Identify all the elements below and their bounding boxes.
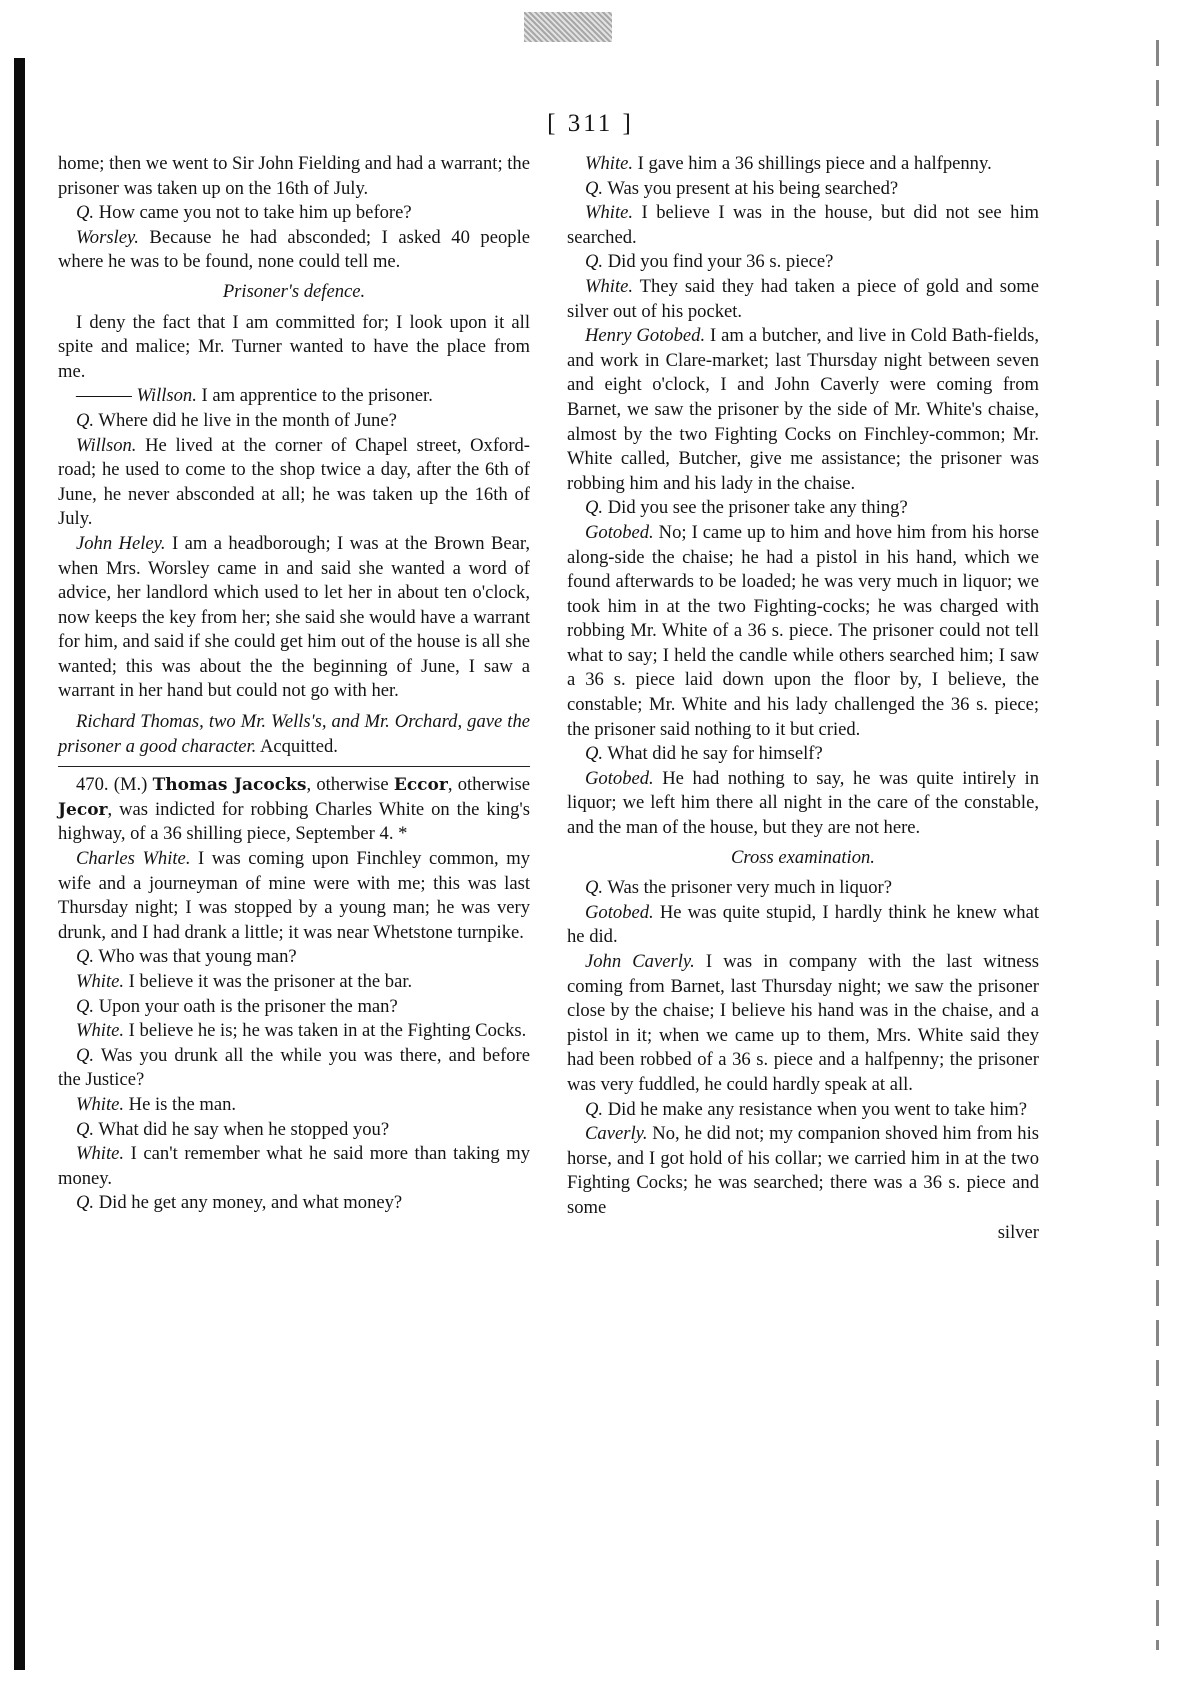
testimony [567, 521, 1039, 742]
indictment-text: , was indicted for robbing Charles White on the king's highway, of a 36 shilling piece, September 4. * [58, 798, 530, 845]
testimony [567, 950, 1039, 1098]
testimony-text: I am apprentice to the prisoner. [196, 385, 433, 407]
defendant-name: Thomas Jacocks [152, 775, 307, 796]
speaker-name: Worsley. [76, 226, 139, 248]
question-mark-label: Q. [76, 202, 95, 224]
testimony [58, 532, 530, 704]
question-text: Where did he live in the month of June? [94, 409, 397, 431]
testimony-text: They said they had taken a piece of gold and some silver out of his pocket. [567, 275, 1039, 322]
question-mark-label: Q. [76, 1118, 95, 1140]
paragraph: I deny the fact that I am committed for; I look upon it all spite and malice; Mr. Turner wanted to have the place from me. [58, 311, 530, 382]
left-column [58, 152, 530, 1216]
testimony-text: No, he did not; my companion shoved him from his horse, and I got hold of his collar; we carried him in at the two Fighting Cocks; he was searched; there was a 36 s. piece and some [567, 1123, 1039, 1218]
testimony [58, 1142, 530, 1191]
paragraph: home; then we went to Sir John Fielding and had a warrant; the prisoner was taken up on the 16th of July. [58, 153, 530, 199]
testimony [567, 767, 1039, 841]
speaker-name: White. [76, 1143, 125, 1165]
question-text: Did you find your 36 s. piece? [603, 251, 834, 273]
testimony [567, 152, 1039, 177]
speaker-name: John Heley. [76, 532, 166, 554]
testimony [567, 275, 1039, 324]
question-text: Did you see the prisoner take any thing? [603, 497, 908, 519]
question [567, 742, 1039, 767]
testimony-text: I was coming upon Finchley common, my wife and a journeyman of mine were with me; this was last Thursday night; I was stopped by a young man; he was very drunk, and I had drank a little; it was near Whetstone turnpike. [58, 848, 530, 943]
question-text: Was you present at his being searched? [603, 177, 899, 199]
question [58, 409, 530, 434]
question [567, 250, 1039, 275]
testimony [58, 1019, 530, 1044]
speaker-name: Gotobed. [585, 901, 654, 923]
question-mark-label: Q. [585, 177, 604, 199]
question [58, 1191, 530, 1216]
speaker-name: Caverly. [585, 1123, 648, 1145]
question [567, 177, 1039, 202]
dash: ——— [76, 385, 137, 407]
question [567, 876, 1039, 901]
scan-edge-shadow [14, 58, 25, 1670]
section-heading: Prisoner's defence. [222, 280, 366, 302]
question [58, 945, 530, 970]
question [567, 496, 1039, 521]
testimony-text: I believe it was the prisoner at the bar. [124, 971, 413, 992]
testimony-text: I am a headborough; I was at the Brown Bear, when Mrs. Worsley came in and said she wanted a word of advice, her landlord which used to let her in about ten o'clock, now keeps the key from her; she said she would have a warrant for him, and said if she could get him out of the house is all she wanted; this was about the the beginning of June, I saw a warrant in her hand but could not go with her. [58, 532, 530, 702]
question-mark-label: Q. [76, 409, 95, 431]
question-mark-label: Q. [76, 995, 95, 1017]
testimony-text: Because he had absconded; I asked 40 people where he was to be found, none could tell me. [58, 226, 530, 273]
testimony-text: I am a butcher, and live in Cold Bath-fields, and work in Clare-market; last Thursday night between seven and eight o'clock, I and John Caverly were coming from Barnet, we saw the prisoner by the side of Mr. White's chaise, almost by the two Fighting Cocks on Finchley-common; Mr. White called, Butcher, give me assistance; the prisoner was robbing him and his lady in the chaise. [567, 325, 1039, 494]
testimony [567, 1122, 1039, 1220]
testimony [58, 384, 530, 409]
testimony-text: I was in company with the last witness coming from Barnet, last Thursday night; we saw the prisoner close by the chaise; I believe his hand was in the chaise, and a pistol in it; when we came up to them, Mrs. White said they had been robbed of a 36 s. piece and a halfpenny; the prisoner was very fuddled, he could hardly speak at all. [567, 951, 1039, 1095]
testimony-text: No; I came up to him and hove him from his horse along-side the chaise; he had a pistol in his hand, which we found afterwards to be loaded; he was very much in liquor; we took him in at the two Fighting-cocks; he was charged with robbing Mr. White of a 36 s. piece. The prisoner could not tell what to say; I held the candle while others searched him; I saw a 36 s. piece laid down upon the floor by, I believe, the constable; Mr. White and his lady challenged the 36 s. piece; the prisoner said nothing to it but cried. [567, 521, 1039, 740]
question-mark-label: Q. [76, 946, 95, 968]
question-mark-label: Q. [585, 251, 604, 273]
testimony [567, 901, 1039, 950]
testimony [58, 226, 530, 275]
question-mark-label: Q. [585, 1098, 604, 1120]
testimony-text: He had nothing to say, he was quite intirely in liquor; we left him there all night in the care of the constable, and the man of the house, but they are not here. [567, 767, 1039, 839]
testimony [567, 201, 1039, 250]
alias-text: , otherwise [447, 774, 530, 796]
case-number: 470. (M.) [76, 774, 153, 796]
testimony [58, 847, 530, 945]
speaker-name: Henry Gotobed. [585, 325, 706, 347]
speaker-name: Gotobed. [585, 767, 654, 789]
catchword: silver [997, 1221, 1039, 1243]
question-text: Who was that young man? [94, 946, 297, 968]
case-header [58, 773, 530, 847]
question-text: Upon your oath is the prisoner the man? [94, 995, 398, 1017]
testimony [58, 970, 530, 995]
question-text: What did he say for himself? [603, 743, 823, 765]
testimony-text: He was quite stupid, I hardly think he knew what he did. [567, 901, 1039, 948]
speaker-name: Willson. [136, 385, 197, 407]
question-mark-label: Q. [76, 1044, 95, 1066]
right-column [567, 152, 1039, 1245]
question-mark-label: Q. [585, 877, 604, 899]
question [567, 1098, 1039, 1123]
defendant-alias: Jecor [58, 799, 108, 820]
speaker-name: White. [585, 275, 634, 297]
speaker-name: Charles White. [76, 848, 191, 870]
verdict [58, 710, 530, 759]
question-text: Was you drunk all the while you was there, and before the Justice? [58, 1044, 530, 1091]
question-text: Did he get any money, and what money? [94, 1192, 403, 1214]
testimony [58, 434, 530, 532]
speaker-name: Willson. [76, 434, 137, 456]
defendant-alias: Eccor [393, 775, 448, 796]
alias-text: , otherwise [306, 774, 394, 796]
speaker-name: White. [585, 153, 634, 174]
verdict-result: Acquitted. [256, 735, 338, 757]
speaker-name: John Caverly. [585, 951, 695, 972]
testimony [567, 324, 1039, 496]
scan-edge-right [1156, 40, 1159, 1650]
question-text: What did he say when he stopped you? [94, 1118, 390, 1140]
question-text: Was the prisoner very much in liquor? [603, 877, 892, 899]
section-heading: Cross examination. [731, 846, 875, 868]
printer-ornament [524, 12, 612, 42]
testimony [58, 1093, 530, 1118]
question [58, 995, 530, 1020]
question-text: Did he make any resistance when you went to take him? [603, 1098, 1027, 1120]
question-mark-label: Q. [585, 743, 604, 765]
question [58, 1118, 530, 1143]
question-mark-label: Q. [585, 497, 604, 519]
testimony-text: I believe he is; he was taken in at the Fighting Cocks. [124, 1020, 527, 1042]
question [58, 1044, 530, 1093]
character-witnesses: Richard Thomas, two Mr. Wells's, and Mr. Orchard, gave the prisoner a good character. [58, 711, 530, 757]
question-text: How came you not to take him up before? [94, 202, 412, 224]
testimony-text: He lived at the corner of Chapel street, Oxford-road; he used to come to the shop twice a day, after the 6th of June, he never absconded at all; he was taken up the 16th of July. [58, 434, 530, 530]
speaker-name: White. [585, 202, 634, 224]
case-divider [58, 766, 530, 767]
speaker-name: White. [76, 971, 125, 992]
page-number: [ 311 ] [547, 110, 634, 137]
speaker-name: White. [76, 1093, 125, 1115]
testimony-text: I can't remember what he said more than taking my money. [58, 1143, 530, 1189]
question-mark-label: Q. [76, 1192, 95, 1214]
question [58, 201, 530, 226]
testimony-text: I gave him a 36 shillings piece and a halfpenny. [633, 153, 992, 174]
testimony-text: He is the man. [124, 1093, 237, 1115]
testimony-text: I believe I was in the house, but did not see him searched. [567, 202, 1039, 248]
speaker-name: White. [76, 1020, 125, 1042]
speaker-name: Gotobed. [585, 521, 654, 543]
